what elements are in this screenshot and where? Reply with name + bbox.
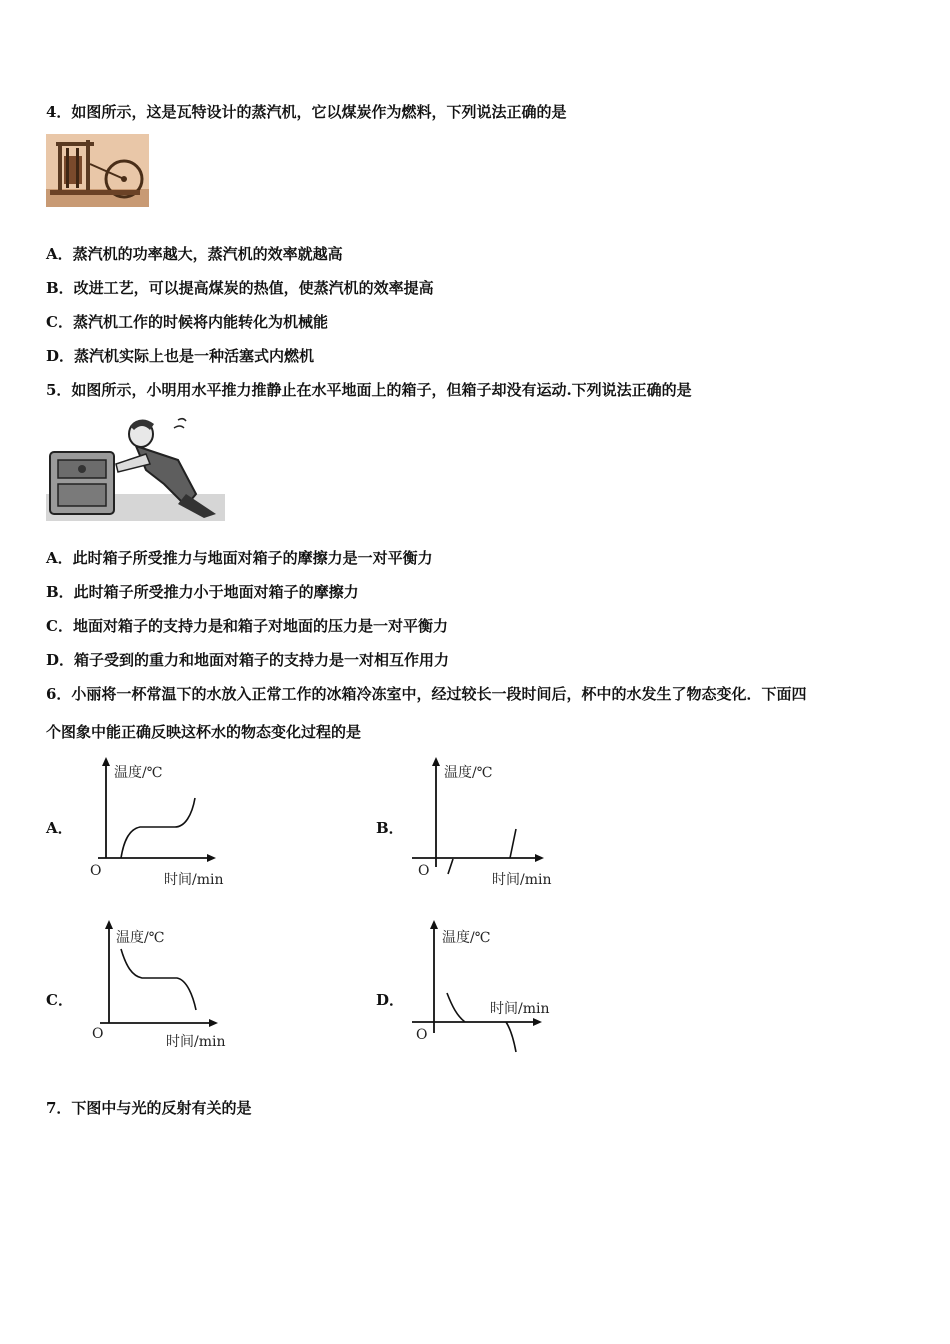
q6-graph-b[interactable] [410,755,570,890]
q6-stem-line1: 6．小丽将一杯常温下的水放入正常工作的冰箱冷冻室中，经过较长一段时间后，杯中的水发生了物态变化．下面四 [46,685,807,703]
q6-graph-c-xlabel: 时间/min [166,1034,226,1050]
q6-graph-b-xlabel: 时间/min [492,872,552,888]
q6-graph-d-origin: O [416,1027,428,1043]
q6-graph-b-origin: O [418,863,430,879]
q6-option-b-label[interactable]: B． [376,819,404,837]
q4-option-d[interactable]: D．蒸汽机实际上也是一种活塞式内燃机 [46,347,315,365]
steam-engine-image [46,134,149,207]
q6-graph-d-ylabel: 温度/℃ [442,930,491,946]
q6-option-a-label[interactable]: A． [46,819,73,837]
q6-graph-a-xlabel: 时间/min [164,872,224,888]
q6-option-c-label[interactable]: C． [46,991,73,1009]
q6-graph-d-curve-left [447,993,465,1022]
q6-graph-b-curve-left [448,859,453,874]
q4-option-b[interactable]: B．改进工艺，可以提高煤炭的热值，使蒸汽机的效率提高 [46,279,434,297]
q5-option-d[interactable]: D．箱子受到的重力和地面对箱子的支持力是一对相互作用力 [46,651,450,669]
q7-stem: 7．下图中与光的反射有关的是 [46,1099,252,1117]
q6-graph-c-ylabel: 温度/℃ [116,930,165,946]
q6-graph-c-origin: O [92,1026,104,1042]
q5-stem: 5．如图所示，小明用水平推力推静止在水平地面上的箱子，但箱子却没有运动.下列说法正确的是 [46,381,692,399]
q6-graph-a-ylabel: 温度/℃ [114,765,163,781]
q6-graph-a-origin: O [90,863,102,879]
q6-graph-c[interactable] [80,918,240,1053]
q6-graph-b-curve-right [510,829,516,858]
q4-option-c[interactable]: C．蒸汽机工作的时候将内能转化为机械能 [46,313,328,331]
q5-option-c[interactable]: C．地面对箱子的支持力是和箱子对地面的压力是一对平衡力 [46,617,448,635]
q6-graph-d[interactable] [410,918,570,1053]
q6-graph-d-xlabel: 时间/min [490,1001,550,1017]
q6-graph-b-ylabel: 温度/℃ [444,765,493,781]
q4-option-a[interactable]: A．蒸汽机的功率越大，蒸汽机的效率就越高 [46,245,343,263]
q5-option-a[interactable]: A．此时箱子所受推力与地面对箱子的摩擦力是一对平衡力 [46,549,433,567]
q6-graph-a[interactable] [80,755,240,890]
q6-graph-d-curve-right [506,1022,516,1052]
q6-graph-c-curve [121,949,196,1010]
q5-option-b[interactable]: B．此时箱子所受推力小于地面对箱子的摩擦力 [46,583,359,601]
q6-stem-line2: 个图象中能正确反映这杯水的物态变化过程的是 [46,723,362,741]
q4-stem: 4．如图所示，这是瓦特设计的蒸汽机，它以煤炭作为燃料，下列说法正确的是 [46,103,567,121]
q6-graph-a-curve [121,798,195,858]
q6-option-d-label[interactable]: D． [376,991,405,1009]
pushing-box-image [46,414,225,521]
